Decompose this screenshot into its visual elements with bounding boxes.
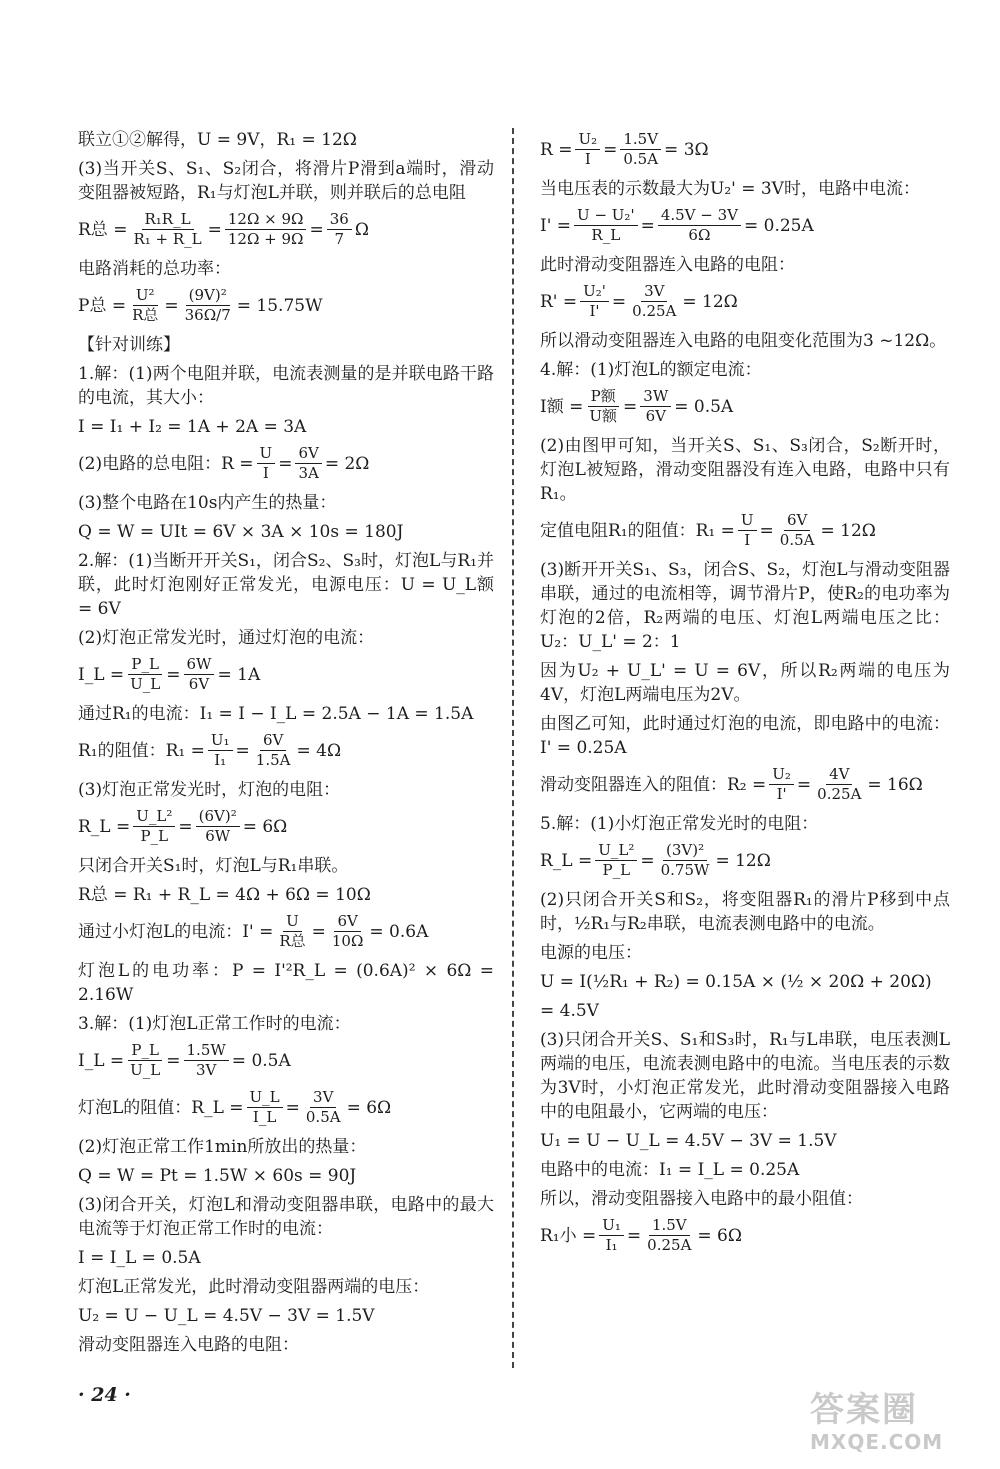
equation-text: R₁的阻值：R₁ = bbox=[78, 740, 205, 761]
fraction-numerator: U₁ bbox=[208, 731, 233, 751]
equation-line bbox=[78, 1088, 494, 1127]
fraction-numerator: (6V)² bbox=[196, 807, 240, 827]
fraction-denominator: 6V bbox=[188, 675, 210, 693]
fraction bbox=[129, 286, 161, 325]
equation-text: 灯泡L的阻值：R_L = bbox=[78, 1097, 244, 1118]
equation-text: = 3Ω bbox=[664, 139, 709, 160]
fraction-numerator: U − U₂' bbox=[574, 206, 638, 226]
fraction-numerator: U₂' bbox=[580, 282, 609, 302]
fraction bbox=[276, 912, 308, 951]
equation-text: = bbox=[611, 291, 627, 312]
text-line: 2.解：(1)当断开开关S₁，闭合S₂、S₃时，灯泡L与R₁并联，此时灯泡刚好正常发光，电源电压：U = U_L额 = 6V bbox=[78, 551, 494, 619]
text-line: 灯泡L正常发光，此时滑动变阻器两端的电压： bbox=[78, 1277, 430, 1297]
equation-line bbox=[78, 912, 494, 951]
equation-text: R总 = bbox=[78, 219, 128, 240]
text-line: 【针对训练】 bbox=[78, 335, 180, 355]
fraction bbox=[738, 511, 757, 550]
fraction-numerator: 6V bbox=[295, 444, 321, 464]
equation-text: = bbox=[603, 139, 618, 160]
fraction bbox=[580, 282, 609, 321]
watermark-title: 答案圈 bbox=[810, 1390, 918, 1430]
equation-text: = bbox=[759, 520, 774, 541]
text-line: 通过R₁的电流：I₁ = I − I_L = 2.5A − 1A = 1.5A bbox=[78, 704, 474, 724]
equation-line bbox=[78, 655, 494, 694]
fraction bbox=[658, 206, 741, 245]
fraction-numerator: U₂ bbox=[575, 130, 600, 150]
watermark-logo bbox=[810, 1390, 990, 1460]
equation-text: = bbox=[640, 850, 655, 871]
equation-line bbox=[540, 282, 950, 321]
equation-text: = 6Ω bbox=[697, 1225, 742, 1246]
fraction-numerator: U bbox=[738, 511, 757, 531]
fraction-denominator: 7 bbox=[334, 230, 345, 248]
fraction-numerator: U² bbox=[133, 286, 158, 306]
equation-text: = bbox=[623, 396, 638, 417]
fraction-numerator: 6W bbox=[184, 655, 215, 675]
text-line: 灯泡L的电功率：P = I'²R_L = (0.6A)² × 6Ω = 2.16W bbox=[78, 961, 494, 1005]
fraction bbox=[133, 807, 175, 846]
fraction-numerator: 3V bbox=[641, 282, 667, 302]
fraction-numerator: 3W bbox=[640, 387, 671, 407]
fraction bbox=[629, 282, 679, 321]
text-line: (2)只闭合开关S和S₂，将变阻器R₁的滑片P移到中点时，½R₁与R₂串联，电流表测电路中的电流。 bbox=[540, 890, 950, 934]
fraction-denominator: 10Ω bbox=[331, 932, 364, 950]
text-line: 5.解：(1)小灯泡正常发光时的电阻： bbox=[540, 814, 819, 834]
equation-text: = bbox=[626, 1225, 642, 1246]
text-line: 电路中的电流：I₁ = I_L = 0.25A bbox=[540, 1160, 800, 1180]
fraction bbox=[184, 655, 215, 694]
text-line: (3)整个电路在10s内产生的热量： bbox=[78, 493, 337, 513]
fraction-numerator: P_L bbox=[128, 655, 162, 675]
fraction bbox=[208, 731, 233, 770]
fraction bbox=[182, 286, 234, 325]
equation-text: I额 = bbox=[540, 396, 584, 417]
fraction-numerator: 36 bbox=[327, 210, 352, 230]
fraction bbox=[575, 130, 600, 169]
equation-text: = bbox=[207, 219, 222, 240]
equation-line bbox=[78, 444, 494, 483]
text-line: U₂ = U − U_L = 4.5V − 3V = 1.5V bbox=[78, 1306, 375, 1326]
equation-text: = bbox=[166, 664, 181, 685]
text-line: I = I₁ + I₂ = 1A + 2A = 3A bbox=[78, 417, 307, 437]
equation-text: = bbox=[178, 816, 193, 837]
text-line: (2)由图甲可知，当开关S、S₁、S₃闭合，S₂断开时，灯泡L被短路，滑动变阻器没有连入电路，电路中只有R₁。 bbox=[540, 436, 950, 504]
fraction-numerator: (3V)² bbox=[663, 841, 707, 861]
fraction-numerator: 1.5W bbox=[184, 1041, 229, 1061]
right-column bbox=[540, 128, 950, 1263]
equation-text: R_L = bbox=[78, 816, 131, 837]
equation-text: R₁小 = bbox=[540, 1225, 597, 1246]
fraction-denominator: I_L bbox=[252, 1108, 277, 1126]
fraction-denominator: 0.25A bbox=[817, 785, 862, 803]
equation-text: = 12Ω bbox=[820, 520, 876, 541]
fraction-denominator: U额 bbox=[589, 407, 618, 425]
text-line: (3)闭合开关，灯泡L和滑动变阻器串联，电路中的最大电流等于灯泡正常工作时的电流： bbox=[78, 1195, 494, 1239]
equation-line bbox=[540, 765, 950, 804]
text-line: (3)断开开关S₁、S₃，闭合S、S₂，灯泡L与滑动变阻器串联，通过的电流相等，调节滑片P，使R₂的电功率为灯泡的2倍，R₂两端的电压、灯泡L两端电压之比：U₂：U_L' = 2：1 bbox=[540, 560, 950, 652]
fraction-numerator: U_L² bbox=[595, 841, 637, 861]
equation-text: = 0.25A bbox=[744, 215, 814, 236]
fraction-numerator: 12Ω × 9Ω bbox=[225, 210, 307, 230]
fraction bbox=[777, 511, 818, 550]
text-line: (2)灯泡正常发光时，通过灯泡的电流： bbox=[78, 628, 375, 648]
fraction bbox=[295, 444, 321, 483]
text-line: Q = W = UIt = 6V × 3A × 10s = 180J bbox=[78, 522, 404, 542]
equation-line bbox=[540, 1216, 950, 1255]
fraction bbox=[769, 765, 794, 804]
fraction bbox=[658, 841, 713, 880]
fraction-numerator: (9V)² bbox=[186, 286, 230, 306]
fraction-denominator: I₁ bbox=[605, 1236, 618, 1254]
fraction-numerator: 1.5V bbox=[649, 1216, 690, 1236]
equation-text: = bbox=[796, 774, 812, 795]
equation-text: I' = bbox=[540, 215, 572, 236]
equation-text: = 6Ω bbox=[346, 1097, 392, 1118]
fraction-denominator: R总 bbox=[279, 932, 306, 950]
fraction-denominator: P_L bbox=[140, 827, 169, 845]
equation-text: 通过小灯泡L的电流：I' = bbox=[78, 921, 274, 942]
fraction bbox=[814, 765, 864, 804]
fraction-denominator: U_L bbox=[130, 675, 161, 693]
fraction-numerator: P额 bbox=[588, 387, 619, 407]
fraction-denominator: 0.25A bbox=[632, 302, 677, 320]
fraction-numerator: 4V bbox=[826, 765, 852, 785]
equation-line bbox=[78, 1041, 494, 1080]
text-line: 电源的电压： bbox=[540, 943, 642, 963]
equation-text: = 4Ω bbox=[296, 740, 342, 761]
fraction bbox=[574, 206, 638, 245]
equation-text: Ω bbox=[354, 219, 369, 240]
fraction-denominator: 0.75W bbox=[660, 861, 710, 879]
fraction bbox=[253, 731, 294, 770]
fraction-numerator: U_L² bbox=[133, 807, 175, 827]
equation-text: = bbox=[311, 921, 326, 942]
text-line: 此时滑动变阻器连入电路的电阻： bbox=[540, 255, 795, 275]
fraction-numerator: 6V bbox=[334, 912, 360, 932]
equation-text: = 15.75W bbox=[236, 295, 323, 316]
text-line: (3)当开关S、S₁、S₂闭合，将滑片P滑到a端时，滑动变阻器被短路，R₁与灯泡L并联，则并联后的总电阻 bbox=[78, 159, 494, 203]
fraction bbox=[620, 130, 661, 169]
fraction bbox=[127, 1041, 163, 1080]
fraction-numerator: P_L bbox=[128, 1041, 162, 1061]
fraction-denominator: R₁ + R_L bbox=[133, 230, 202, 248]
fraction-denominator: 1.5A bbox=[255, 751, 291, 769]
text-line: 电路消耗的总功率： bbox=[78, 259, 231, 279]
fraction-numerator: U bbox=[283, 912, 302, 932]
equation-text: = 6Ω bbox=[242, 816, 288, 837]
fraction-denominator: 3A bbox=[298, 464, 319, 482]
equation-line bbox=[540, 841, 950, 880]
fraction bbox=[329, 912, 367, 951]
fraction-denominator: 0.5A bbox=[623, 150, 659, 168]
fraction-numerator: 3V bbox=[310, 1088, 336, 1108]
text-line: 因为U₂ + U_L' = U = 6V，所以R₂两端的电压为4V，灯泡L两端电压为2V。 bbox=[540, 661, 950, 705]
fraction bbox=[599, 1216, 624, 1255]
text-line: 联立①②解得，U = 9V，R₁ = 12Ω bbox=[78, 130, 357, 150]
text-line: 滑动变阻器连入电路的电阻： bbox=[78, 1335, 299, 1355]
page-number: · 24 · bbox=[78, 1384, 131, 1406]
text-line: (3)灯泡正常发光时，灯泡的电阻： bbox=[78, 780, 341, 800]
text-line: 1.解：(1)两个电阻并联，电流表测量的是并联电路干路的电流，其大小： bbox=[78, 364, 494, 408]
equation-line bbox=[540, 130, 950, 169]
text-line: (3)只闭合开关S、S₁和S₃时，R₁与L串联，电压表测L两端的电压，电流表测电路中的电流。当电压表的示数为3V时，小灯泡正常发光，此时滑动变阻器接入电路中的电阻最小，它两端的电压： bbox=[540, 1030, 950, 1122]
fraction bbox=[130, 210, 204, 249]
text-line: 只闭合开关S₁时，灯泡L与R₁串联。 bbox=[78, 856, 349, 876]
fraction-numerator: 4.5V − 3V bbox=[658, 206, 741, 226]
equation-text: = bbox=[235, 740, 250, 761]
fraction bbox=[257, 444, 276, 483]
fraction-numerator: U₁ bbox=[599, 1216, 624, 1236]
left-column bbox=[78, 128, 494, 1362]
equation-line bbox=[540, 511, 950, 550]
equation-text: R = bbox=[540, 139, 573, 160]
equation-text: = 0.5A bbox=[231, 1050, 291, 1071]
column-divider bbox=[512, 128, 514, 1368]
text-line: 当电压表的示数最大为U₂' = 3V时，电路中电流： bbox=[540, 179, 920, 199]
equation-text: = bbox=[640, 215, 655, 236]
text-line: 所以，滑动变阻器接入电路中的最小阻值： bbox=[540, 1189, 863, 1209]
fraction bbox=[303, 1088, 344, 1127]
equation-text: = 2Ω bbox=[324, 453, 370, 474]
equation-text: = 0.5A bbox=[674, 396, 734, 417]
text-line: R总 = R₁ + R_L = 4Ω + 6Ω = 10Ω bbox=[78, 885, 371, 905]
equation-text: I_L = bbox=[78, 1050, 125, 1071]
fraction-denominator: I bbox=[262, 464, 269, 482]
fraction-denominator: U_L bbox=[130, 1061, 161, 1079]
equation-text: R_L = bbox=[540, 850, 593, 871]
fraction bbox=[184, 1041, 229, 1080]
equation-text: = 12Ω bbox=[715, 850, 771, 871]
equation-text: P总 = bbox=[78, 295, 127, 316]
fraction bbox=[640, 387, 671, 426]
equation-line bbox=[540, 387, 950, 426]
equation-text: = 1A bbox=[217, 664, 261, 685]
equation-line bbox=[78, 807, 494, 846]
watermark-site: MXQE.COM bbox=[810, 1430, 944, 1454]
equation-text: = bbox=[166, 1050, 181, 1071]
fraction bbox=[595, 841, 637, 880]
equation-text: = bbox=[309, 219, 324, 240]
fraction-numerator: U_L bbox=[247, 1088, 283, 1108]
fraction-denominator: I₁ bbox=[214, 751, 227, 769]
text-line: U = I(½R₁ + R₂) = 0.15A × (½ × 20Ω + 20Ω) bbox=[540, 972, 932, 992]
fraction-denominator: P_L bbox=[602, 861, 631, 879]
fraction-denominator: 0.5A bbox=[779, 531, 815, 549]
equation-text: = bbox=[164, 295, 179, 316]
equation-text: I_L = bbox=[78, 664, 125, 685]
fraction bbox=[196, 807, 240, 846]
fraction bbox=[586, 387, 620, 426]
equation-text: = bbox=[278, 453, 293, 474]
fraction-numerator: U bbox=[257, 444, 276, 464]
equation-text: R' = bbox=[540, 291, 578, 312]
fraction-denominator: 0.5A bbox=[305, 1108, 341, 1126]
fraction-denominator: I bbox=[584, 150, 591, 168]
text-line: 由图乙可知，此时通过灯泡的电流，即电路中的电流：I' = 0.25A bbox=[540, 714, 950, 758]
fraction-denominator: 3V bbox=[195, 1061, 217, 1079]
fraction-denominator: I' bbox=[589, 302, 600, 320]
fraction-numerator: R₁R_L bbox=[142, 210, 194, 230]
fraction bbox=[127, 655, 163, 694]
equation-text: = 0.6A bbox=[369, 921, 429, 942]
equation-text: = 16Ω bbox=[867, 774, 923, 795]
text-line: I = I_L = 0.5A bbox=[78, 1248, 201, 1268]
fraction-numerator: 6V bbox=[260, 731, 286, 751]
text-line: = 4.5V bbox=[540, 1001, 599, 1021]
fraction bbox=[247, 1088, 283, 1127]
text-line: Q = W = Pt = 1.5W × 60s = 90J bbox=[78, 1166, 357, 1186]
fraction-denominator: R_L bbox=[591, 226, 621, 244]
equation-line bbox=[78, 731, 494, 770]
equation-line bbox=[78, 286, 494, 325]
fraction-denominator: 6Ω bbox=[688, 226, 711, 244]
fraction-denominator: 6V bbox=[645, 407, 666, 425]
text-line: U₁ = U − U_L = 4.5V − 3V = 1.5V bbox=[540, 1131, 837, 1151]
equation-text: = bbox=[285, 1097, 300, 1118]
fraction-numerator: 1.5V bbox=[620, 130, 661, 150]
equation-text: 定值电阻R₁的阻值：R₁ = bbox=[540, 520, 735, 541]
fraction-denominator: 12Ω + 9Ω bbox=[227, 230, 304, 248]
fraction bbox=[327, 210, 352, 249]
text-line: 所以滑动变阻器连入电路的电阻变化范围为3 ~12Ω。 bbox=[540, 331, 947, 351]
fraction bbox=[225, 210, 307, 249]
equation-text: 滑动变阻器连入的阻值：R₂ = bbox=[540, 774, 767, 795]
fraction-numerator: U₂ bbox=[769, 765, 794, 785]
equation-line bbox=[78, 210, 494, 249]
equation-line bbox=[540, 206, 950, 245]
fraction-numerator: 6V bbox=[784, 511, 810, 531]
fraction-denominator: I' bbox=[776, 785, 787, 803]
equation-text: = 12Ω bbox=[682, 291, 738, 312]
fraction-denominator: I bbox=[744, 531, 751, 549]
fraction-denominator: 0.25A bbox=[647, 1236, 692, 1254]
fraction bbox=[644, 1216, 694, 1255]
fraction-denominator: R总 bbox=[132, 306, 159, 324]
text-line: 4.解：(1)灯泡L的额定电流： bbox=[540, 360, 762, 380]
fraction-denominator: 6W bbox=[205, 827, 231, 845]
equation-text: (2)电路的总电阻：R = bbox=[78, 453, 254, 474]
text-line: 3.解：(1)灯泡L正常工作时的电流： bbox=[78, 1014, 351, 1034]
text-line: (2)灯泡正常工作1min所放出的热量： bbox=[78, 1137, 367, 1157]
fraction-denominator: 36Ω/7 bbox=[184, 306, 231, 324]
